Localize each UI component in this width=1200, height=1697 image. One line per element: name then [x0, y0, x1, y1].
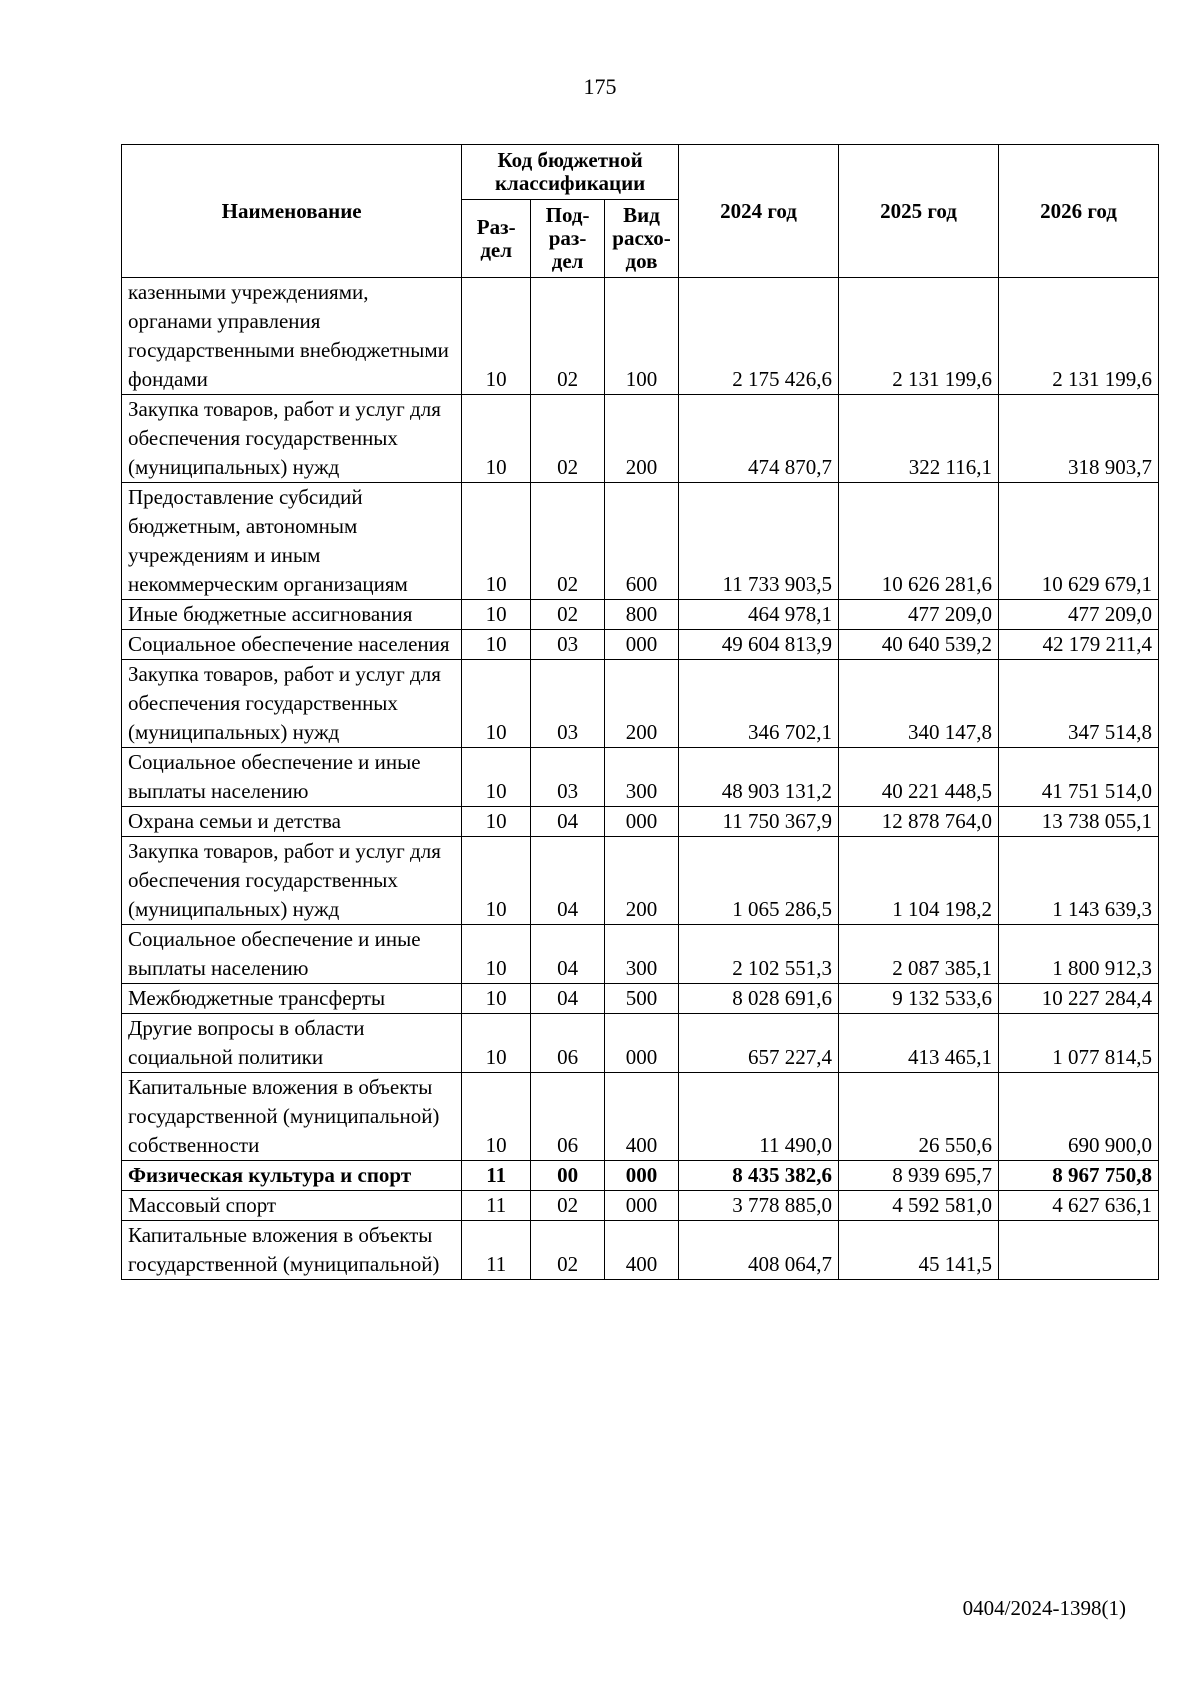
document-code: 0404/2024-1398(1): [962, 1596, 1126, 1620]
cell-vid: 400: [605, 1221, 679, 1280]
cell-y2024: 474 870,7: [678, 395, 838, 483]
cell-y2024: 48 903 131,2: [678, 748, 838, 807]
cell-podrazdel: 06: [531, 1014, 605, 1073]
header-vid: Вид расхо-дов: [605, 200, 679, 278]
cell-podrazdel: 02: [531, 600, 605, 630]
cell-podrazdel: 02: [531, 483, 605, 600]
cell-y2025: 322 116,1: [838, 395, 998, 483]
table-row: [122, 837, 1159, 925]
table-row: [122, 748, 1159, 807]
cell-y2024: 11 750 367,9: [678, 807, 838, 837]
cell-y2025: 1 104 198,2: [838, 837, 998, 925]
cell-vid: 000: [605, 1191, 679, 1221]
cell-y2026: 318 903,7: [998, 395, 1158, 483]
table-row: [122, 807, 1159, 837]
page-number: 175: [583, 74, 617, 99]
cell-name: казенными учреждениями, органами управления государственными внебюджетными фондами: [122, 278, 462, 395]
cell-vid: 400: [605, 1073, 679, 1161]
cell-y2024: 657 227,4: [678, 1014, 838, 1073]
table-row: [122, 1221, 1159, 1280]
cell-podrazdel: 03: [531, 660, 605, 748]
cell-name: Предоставление субсидий бюджетным, автономным учреждениям и иным некоммерческим организациям: [122, 483, 462, 600]
cell-razdel: 10: [462, 837, 531, 925]
cell-name: Закупка товаров, работ и услуг для обеспечения государственных (муниципальных) нужд: [122, 660, 462, 748]
cell-podrazdel: 04: [531, 984, 605, 1014]
cell-podrazdel: 00: [531, 1161, 605, 1191]
cell-y2024: 8 435 382,6: [678, 1161, 838, 1191]
cell-y2024: 11 490,0: [678, 1073, 838, 1161]
cell-y2024: 408 064,7: [678, 1221, 838, 1280]
cell-podrazdel: 02: [531, 395, 605, 483]
cell-podrazdel: 02: [531, 278, 605, 395]
cell-y2026: 42 179 211,4: [998, 630, 1158, 660]
cell-vid: 600: [605, 483, 679, 600]
cell-y2026: 10 629 679,1: [998, 483, 1158, 600]
cell-y2024: 8 028 691,6: [678, 984, 838, 1014]
table-body: [122, 278, 1159, 1280]
table-row: [122, 1073, 1159, 1161]
cell-y2024: 49 604 813,9: [678, 630, 838, 660]
cell-y2024: 464 978,1: [678, 600, 838, 630]
cell-vid: 200: [605, 660, 679, 748]
header-razdel: Раз-дел: [462, 200, 531, 278]
cell-y2026: 8 967 750,8: [998, 1161, 1158, 1191]
cell-y2024: 346 702,1: [678, 660, 838, 748]
cell-razdel: 11: [462, 1221, 531, 1280]
table-row: [122, 1161, 1159, 1191]
header-2024: 2024 год: [678, 145, 838, 278]
cell-y2026: 10 227 284,4: [998, 984, 1158, 1014]
cell-y2025: 340 147,8: [838, 660, 998, 748]
cell-y2026: 477 209,0: [998, 600, 1158, 630]
cell-razdel: 10: [462, 630, 531, 660]
table-row: [122, 278, 1159, 395]
cell-y2025: 40 221 448,5: [838, 748, 998, 807]
cell-y2025: 8 939 695,7: [838, 1161, 998, 1191]
cell-y2026: 2 131 199,6: [998, 278, 1158, 395]
cell-podrazdel: 03: [531, 630, 605, 660]
cell-name: Социальное обеспечение и иные выплаты населению: [122, 925, 462, 984]
cell-name: Массовый спорт: [122, 1191, 462, 1221]
table-row: [122, 630, 1159, 660]
cell-razdel: 10: [462, 278, 531, 395]
cell-vid: 200: [605, 395, 679, 483]
cell-name: Социальное обеспечение населения: [122, 630, 462, 660]
cell-razdel: 10: [462, 1073, 531, 1161]
cell-razdel: 10: [462, 748, 531, 807]
cell-podrazdel: 04: [531, 925, 605, 984]
cell-y2025: 2 087 385,1: [838, 925, 998, 984]
cell-razdel: 10: [462, 600, 531, 630]
cell-name: Другие вопросы в области социальной политики: [122, 1014, 462, 1073]
cell-podrazdel: 04: [531, 807, 605, 837]
cell-y2026: [998, 1221, 1158, 1280]
cell-name: Физическая культура и спорт: [122, 1161, 462, 1191]
cell-y2026: 1 077 814,5: [998, 1014, 1158, 1073]
cell-podrazdel: 04: [531, 837, 605, 925]
cell-name: Охрана семьи и детства: [122, 807, 462, 837]
cell-vid: 800: [605, 600, 679, 630]
cell-y2025: 45 141,5: [838, 1221, 998, 1280]
table-row: [122, 925, 1159, 984]
cell-y2025: 413 465,1: [838, 1014, 998, 1073]
cell-razdel: 10: [462, 807, 531, 837]
cell-podrazdel: 03: [531, 748, 605, 807]
cell-vid: 100: [605, 278, 679, 395]
cell-y2026: 690 900,0: [998, 1073, 1158, 1161]
cell-razdel: 10: [462, 1014, 531, 1073]
cell-razdel: 10: [462, 395, 531, 483]
cell-y2024: 11 733 903,5: [678, 483, 838, 600]
cell-name: Капитальные вложения в объекты государственной (муниципальной): [122, 1221, 462, 1280]
cell-vid: 300: [605, 925, 679, 984]
table-row: [122, 1014, 1159, 1073]
cell-name: Иные бюджетные ассигнования: [122, 600, 462, 630]
cell-y2026: 347 514,8: [998, 660, 1158, 748]
cell-podrazdel: 02: [531, 1191, 605, 1221]
cell-razdel: 10: [462, 925, 531, 984]
table-row: [122, 984, 1159, 1014]
table-row: [122, 600, 1159, 630]
cell-y2026: 41 751 514,0: [998, 748, 1158, 807]
cell-y2025: 26 550,6: [838, 1073, 998, 1161]
cell-y2026: 13 738 055,1: [998, 807, 1158, 837]
cell-vid: 000: [605, 1014, 679, 1073]
cell-y2025: 10 626 281,6: [838, 483, 998, 600]
cell-razdel: 10: [462, 984, 531, 1014]
cell-y2024: 1 065 286,5: [678, 837, 838, 925]
cell-y2026: 1 800 912,3: [998, 925, 1158, 984]
cell-vid: 300: [605, 748, 679, 807]
cell-name: Закупка товаров, работ и услуг для обеспечения государственных (муниципальных) нужд: [122, 395, 462, 483]
cell-podrazdel: 06: [531, 1073, 605, 1161]
header-2026: 2026 год: [998, 145, 1158, 278]
cell-vid: 000: [605, 807, 679, 837]
cell-vid: 200: [605, 837, 679, 925]
cell-y2025: 40 640 539,2: [838, 630, 998, 660]
cell-y2024: 2 175 426,6: [678, 278, 838, 395]
cell-y2025: 477 209,0: [838, 600, 998, 630]
budget-table: [121, 144, 1159, 1280]
header-podrazdel: Под-раз-дел: [531, 200, 605, 278]
cell-razdel: 10: [462, 483, 531, 600]
cell-razdel: 11: [462, 1191, 531, 1221]
cell-name: Закупка товаров, работ и услуг для обеспечения государственных (муниципальных) нужд: [122, 837, 462, 925]
cell-vid: 500: [605, 984, 679, 1014]
cell-name: Капитальные вложения в объекты государственной (муниципальной) собственности: [122, 1073, 462, 1161]
cell-y2024: 3 778 885,0: [678, 1191, 838, 1221]
cell-y2025: 12 878 764,0: [838, 807, 998, 837]
table-row: [122, 483, 1159, 600]
header-code-group: Код бюджетной классификации: [462, 145, 679, 200]
cell-y2026: 4 627 636,1: [998, 1191, 1158, 1221]
cell-vid: 000: [605, 630, 679, 660]
cell-name: Межбюджетные трансферты: [122, 984, 462, 1014]
table-row: [122, 395, 1159, 483]
header-name: Наименование: [122, 145, 462, 278]
table-row: [122, 1191, 1159, 1221]
table-header: [122, 145, 1159, 278]
cell-vid: 000: [605, 1161, 679, 1191]
cell-y2025: 4 592 581,0: [838, 1191, 998, 1221]
cell-y2025: 9 132 533,6: [838, 984, 998, 1014]
cell-razdel: 10: [462, 660, 531, 748]
cell-razdel: 11: [462, 1161, 531, 1191]
cell-name: Социальное обеспечение и иные выплаты населению: [122, 748, 462, 807]
header-2025: 2025 год: [838, 145, 998, 278]
cell-podrazdel: 02: [531, 1221, 605, 1280]
cell-y2025: 2 131 199,6: [838, 278, 998, 395]
cell-y2024: 2 102 551,3: [678, 925, 838, 984]
table-row: [122, 660, 1159, 748]
cell-y2026: 1 143 639,3: [998, 837, 1158, 925]
